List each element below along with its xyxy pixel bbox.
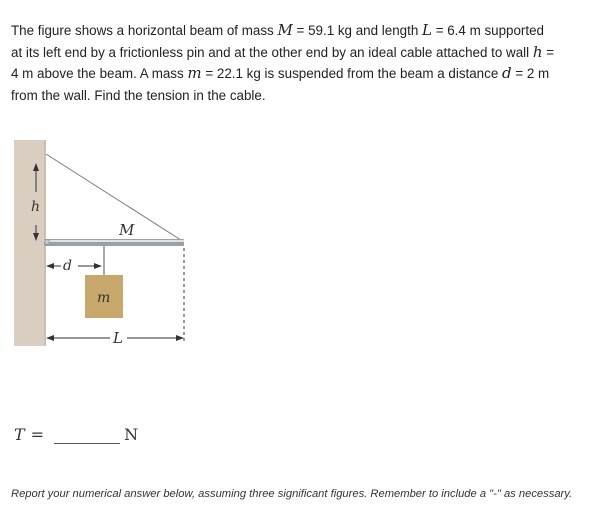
pin <box>45 240 50 245</box>
problem-text-1c: = 6.4 m supported <box>431 23 544 38</box>
M-label: M <box>119 221 135 239</box>
m-label: m <box>97 290 111 306</box>
problem-text-2a: at its left end by a frictionless pin and at the other end by an ideal cable attached to wall <box>11 44 533 60</box>
problem-text-3b: = 22.1 kg is suspended from the beam a distance <box>201 66 502 81</box>
answer-equals: = <box>30 425 45 444</box>
problem-text-3a: 4 m above the beam. A mass <box>11 66 188 81</box>
answer-row <box>14 418 138 444</box>
problem-text-4: from the wall. Find the tension in the cable. <box>11 87 266 103</box>
var-m: m <box>187 64 202 82</box>
answer-input[interactable] <box>54 429 120 444</box>
cable <box>46 154 184 242</box>
problem-statement <box>11 20 601 106</box>
problem-text-1b: = 59.1 kg and length <box>292 23 422 38</box>
answer-symbol: T <box>14 425 25 444</box>
var-L: L <box>422 21 432 39</box>
instructions-note: Report your numerical answer below, assuming three significant figures. Remember to include a "-" as necessary. <box>11 488 573 500</box>
problem-text-1a: The figure shows a horizontal beam of mass <box>11 23 278 38</box>
problem-text-2b: = <box>542 44 555 60</box>
beam-diagram <box>0 130 220 370</box>
h-label: h <box>31 199 41 215</box>
var-d: d <box>502 64 512 82</box>
problem-text-3c: = 2 m <box>511 66 550 81</box>
wall <box>14 140 46 346</box>
beam-figure <box>0 130 220 370</box>
var-M: M <box>277 21 293 39</box>
answer-unit: N <box>124 425 139 444</box>
L-label: L <box>113 329 123 347</box>
d-label: d <box>63 258 72 274</box>
var-h: h <box>532 42 543 61</box>
beam-highlight <box>44 240 184 242</box>
